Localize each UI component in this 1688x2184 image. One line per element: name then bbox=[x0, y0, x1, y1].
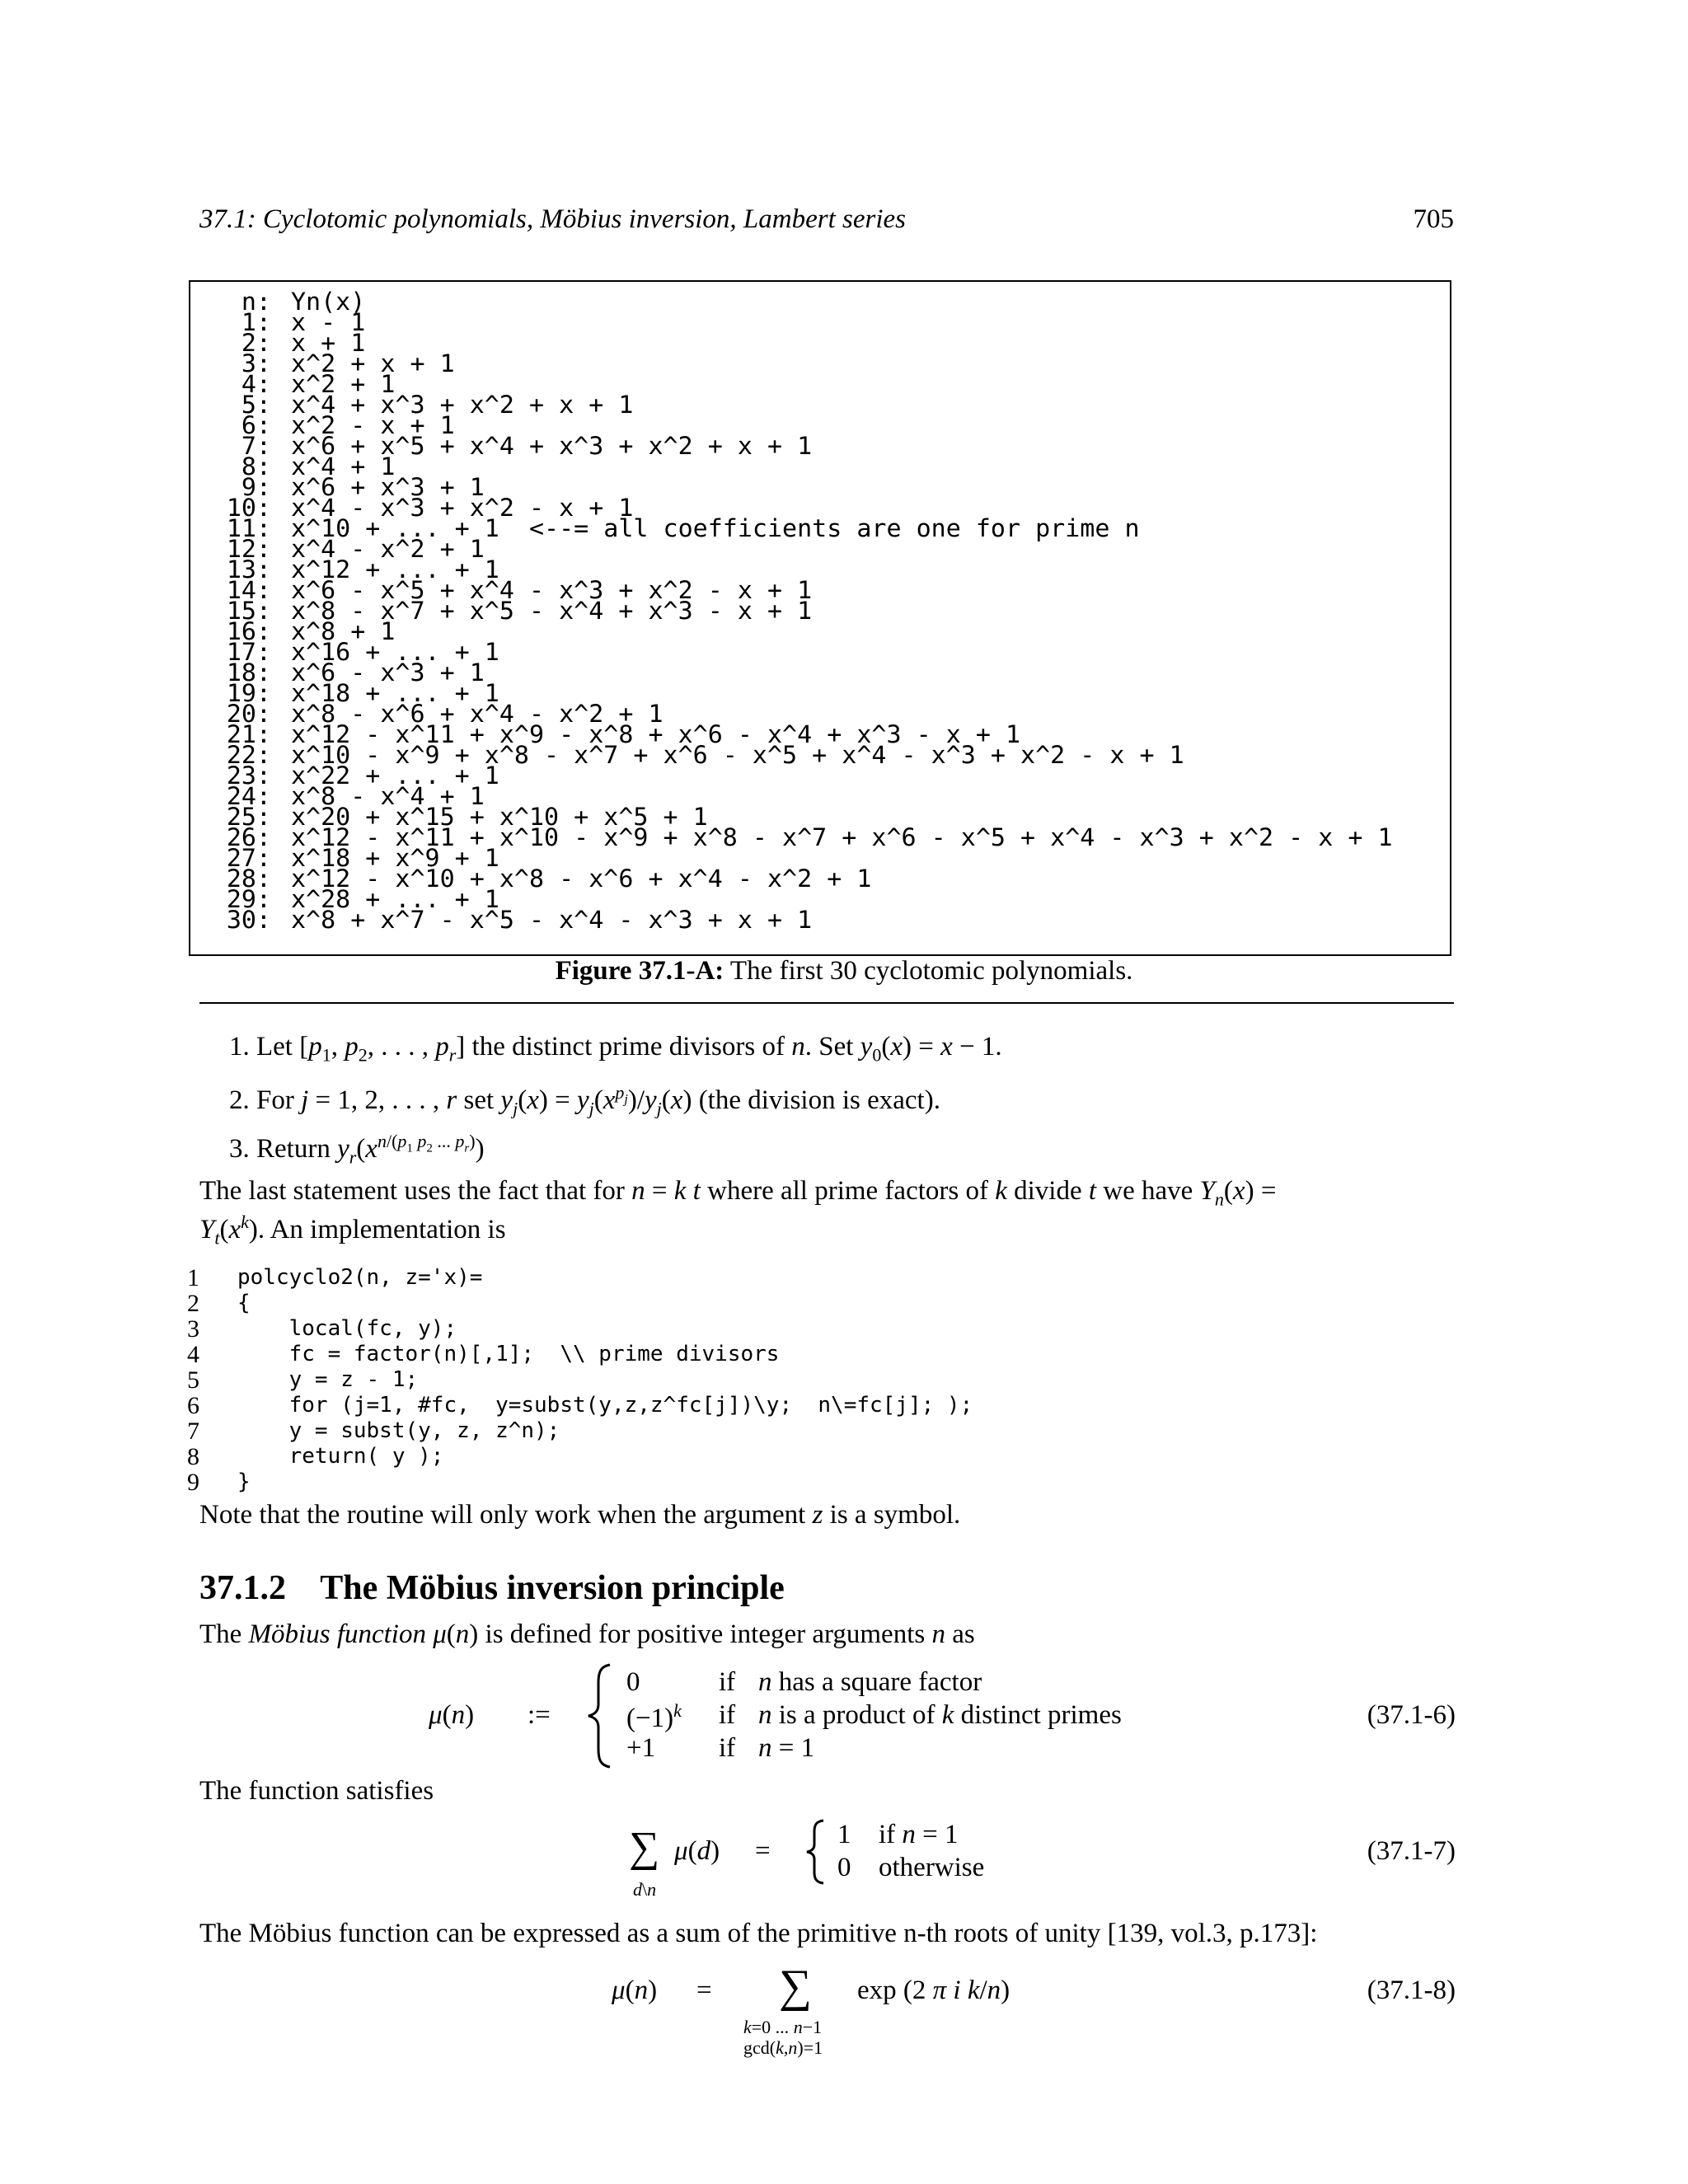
left-brace bbox=[804, 1819, 828, 1885]
row-polynomial: x^12 + ... + 1 bbox=[291, 555, 499, 584]
column-header-poly: Yn(x) bbox=[291, 288, 366, 316]
line-number: 1 bbox=[187, 1264, 199, 1291]
sum-symbol: ∑ bbox=[779, 1961, 812, 2012]
row-index: 10: bbox=[226, 494, 271, 523]
row-index: 6: bbox=[241, 411, 271, 440]
row-index: 8: bbox=[241, 452, 271, 481]
row-polynomial: x^2 + x + 1 bbox=[291, 349, 455, 378]
step-number: 1. bbox=[229, 1032, 250, 1062]
row-index: 11: bbox=[226, 514, 271, 543]
code-text: return( y ); bbox=[237, 1444, 444, 1469]
paragraph-last-statement-line1: The last statement uses the fact that for n = k t where all prime factors of k divide t we have $Y_n(x)$ = bbox=[199, 1176, 1277, 1210]
line-number: 6 bbox=[187, 1392, 199, 1419]
row-polynomial: x^18 + ... + 1 bbox=[291, 679, 499, 708]
figure-caption-label: Figure 37.1-A: bbox=[555, 956, 724, 986]
row-index: 28: bbox=[226, 865, 271, 893]
row-polynomial: x^6 - x^5 + x^4 - x^3 + x^2 - x + 1 bbox=[291, 576, 813, 605]
row-index: 25: bbox=[226, 803, 271, 832]
row-polynomial: x^4 + x^3 + x^2 + x + 1 bbox=[291, 391, 634, 419]
row-index: 9: bbox=[241, 473, 271, 502]
row-polynomial: x^2 + 1 bbox=[291, 370, 396, 399]
code-text: fc = factor(n)[,1]; \\ prime divisors bbox=[237, 1342, 780, 1366]
line-number: 9 bbox=[187, 1469, 199, 1496]
row-index: 1: bbox=[241, 308, 271, 337]
figure-caption bbox=[0, 956, 1688, 987]
code-text: { bbox=[237, 1291, 251, 1315]
row-polynomial: x + 1 bbox=[291, 329, 366, 358]
row-index: 5: bbox=[241, 391, 271, 419]
header-title: 37.1: Cyclotomic polynomials, Möbius inversion, Lambert series bbox=[199, 204, 907, 234]
row-index: 19: bbox=[226, 679, 271, 708]
row-polynomial: x - 1 bbox=[291, 308, 366, 337]
row-index: 7: bbox=[241, 432, 271, 461]
row-polynomial: x^12 - x^10 + x^8 - x^6 + x^4 - x^2 + 1 bbox=[291, 865, 872, 893]
figure-caption-text: The first 30 cyclotomic polynomials. bbox=[724, 956, 1133, 986]
row-polynomial: x^20 + x^15 + x^10 + x^5 + 1 bbox=[291, 803, 708, 832]
row-index: 17: bbox=[226, 638, 271, 667]
row-polynomial: x^6 - x^3 + 1 bbox=[291, 658, 485, 687]
row-polynomial: x^4 + 1 bbox=[291, 452, 396, 481]
row-polynomial: x^10 - x^9 + x^8 - x^7 + x^6 - x^5 + x^4 - x^3 + x^2 - x + 1 bbox=[291, 741, 1184, 770]
code-text: for (j=1, #fc, y=subst(y,z,z^fc[j])\y; n\=fc[j]; ); bbox=[237, 1393, 973, 1418]
equation-number: (37.1-6) bbox=[1367, 1700, 1456, 1730]
code-text: } bbox=[237, 1469, 251, 1494]
caption-rule bbox=[199, 1002, 1454, 1004]
code-text: y = z - 1; bbox=[237, 1367, 419, 1392]
line-number: 4 bbox=[187, 1341, 199, 1368]
row-index: 4: bbox=[241, 370, 271, 399]
code-text: local(fc, y); bbox=[237, 1316, 457, 1341]
paragraph-mobius-definition: The Möbius function μ(n) is defined for positive integer arguments n as bbox=[199, 1619, 975, 1649]
row-polynomial: x^12 - x^11 + x^9 - x^8 + x^6 - x^4 + x^3 - x + 1 bbox=[291, 720, 1021, 749]
row-index: 30: bbox=[226, 906, 271, 935]
row-polynomial: x^28 + ... + 1 bbox=[291, 885, 499, 914]
row-index: 23: bbox=[226, 762, 271, 790]
sum-symbol: ∑ bbox=[629, 1824, 660, 1871]
line-number: 5 bbox=[187, 1366, 199, 1394]
row-index: 15: bbox=[226, 597, 271, 626]
section-heading bbox=[199, 1568, 785, 1608]
column-header-n: n: bbox=[241, 288, 271, 316]
step-number: 3. bbox=[229, 1134, 250, 1164]
row-index: 27: bbox=[226, 844, 271, 873]
section-title: The Möbius inversion principle bbox=[320, 1569, 785, 1607]
paragraph-note: Note that the routine will only work when the argument z is a symbol. bbox=[199, 1500, 961, 1530]
row-polynomial: x^4 - x^2 + 1 bbox=[291, 535, 485, 564]
paragraph-roots-of-unity: The Möbius function can be expressed as a sum of the primitive n-th roots of unity [139, vol.3, p.173]: bbox=[199, 1919, 1318, 1948]
row-polynomial: x^8 - x^4 + 1 bbox=[291, 782, 485, 811]
row-polynomial: x^22 + ... + 1 bbox=[291, 762, 499, 790]
paragraph-last-statement-line2: $Y_t(x^k)$. An implementation is bbox=[199, 1212, 506, 1249]
row-index: 3: bbox=[241, 349, 271, 378]
code-text: polcyclo2(n, z='x)= bbox=[237, 1265, 483, 1290]
line-number: 3 bbox=[187, 1315, 199, 1343]
algorithm-step-1: 1. Let [$p_1$, $p_2$, . . . , $p_r$] the distinct prime divisors of n. Set $y_0(x) = x - 1$. bbox=[229, 1032, 1002, 1066]
row-index: 14: bbox=[226, 576, 271, 605]
row-polynomial: x^18 + x^9 + 1 bbox=[291, 844, 499, 873]
row-index: 18: bbox=[226, 658, 271, 687]
algorithm-step-2: 2. For j = 1, 2, . . . , r set $y_j(x) = y_j(x^{p_j})/y_j(x)$ (the division is exact). bbox=[229, 1082, 940, 1119]
row-index: 22: bbox=[226, 741, 271, 770]
row-polynomial: x^10 + ... + 1 <--= all coefficients are one for prime n bbox=[291, 514, 1140, 543]
left-brace bbox=[584, 1663, 617, 1769]
line-number: 8 bbox=[187, 1443, 199, 1470]
row-index: 21: bbox=[226, 720, 271, 749]
row-polynomial: x^8 + x^7 - x^5 - x^4 - x^3 + x + 1 bbox=[291, 906, 813, 935]
equation-number: (37.1-8) bbox=[1367, 1975, 1456, 2005]
code-text: y = subst(y, z, z^n); bbox=[237, 1418, 560, 1443]
row-index: 16: bbox=[226, 617, 271, 646]
row-polynomial: x^4 - x^3 + x^2 - x + 1 bbox=[291, 494, 634, 523]
row-index: 12: bbox=[226, 535, 271, 564]
row-polynomial: x^12 - x^11 + x^10 - x^9 + x^8 - x^7 + x^6 - x^5 + x^4 - x^3 + x^2 - x + 1 bbox=[291, 823, 1393, 852]
line-number: 2 bbox=[187, 1290, 199, 1317]
step-number: 2. bbox=[229, 1085, 250, 1115]
page-number: 705 bbox=[1413, 204, 1454, 234]
row-index: 26: bbox=[226, 823, 271, 852]
algorithm-step-3: 3. Return $y_r(x^{n/(p_1 p_2 ... p_r)})$ bbox=[229, 1131, 485, 1168]
row-index: 20: bbox=[226, 700, 271, 729]
row-polynomial: x^6 + x^5 + x^4 + x^3 + x^2 + x + 1 bbox=[291, 432, 813, 461]
row-index: 13: bbox=[226, 555, 271, 584]
section-number: 37.1.2 bbox=[199, 1569, 286, 1607]
row-polynomial: x^2 - x + 1 bbox=[291, 411, 455, 440]
running-header bbox=[199, 204, 1454, 242]
equation-number: (37.1-7) bbox=[1367, 1836, 1456, 1866]
row-polynomial: x^8 - x^6 + x^4 - x^2 + 1 bbox=[291, 700, 663, 729]
row-polynomial: x^8 + 1 bbox=[291, 617, 396, 646]
row-index: 2: bbox=[241, 329, 271, 358]
figure-box bbox=[189, 280, 1451, 956]
row-polynomial: x^6 + x^3 + 1 bbox=[291, 473, 485, 502]
line-number: 7 bbox=[187, 1418, 199, 1445]
row-index: 29: bbox=[226, 885, 271, 914]
paragraph-satisfies: The function satisfies bbox=[199, 1776, 434, 1806]
row-index: 24: bbox=[226, 782, 271, 811]
row-polynomial: x^8 - x^7 + x^5 - x^4 + x^3 - x + 1 bbox=[291, 597, 813, 626]
row-polynomial: x^16 + ... + 1 bbox=[291, 638, 499, 667]
